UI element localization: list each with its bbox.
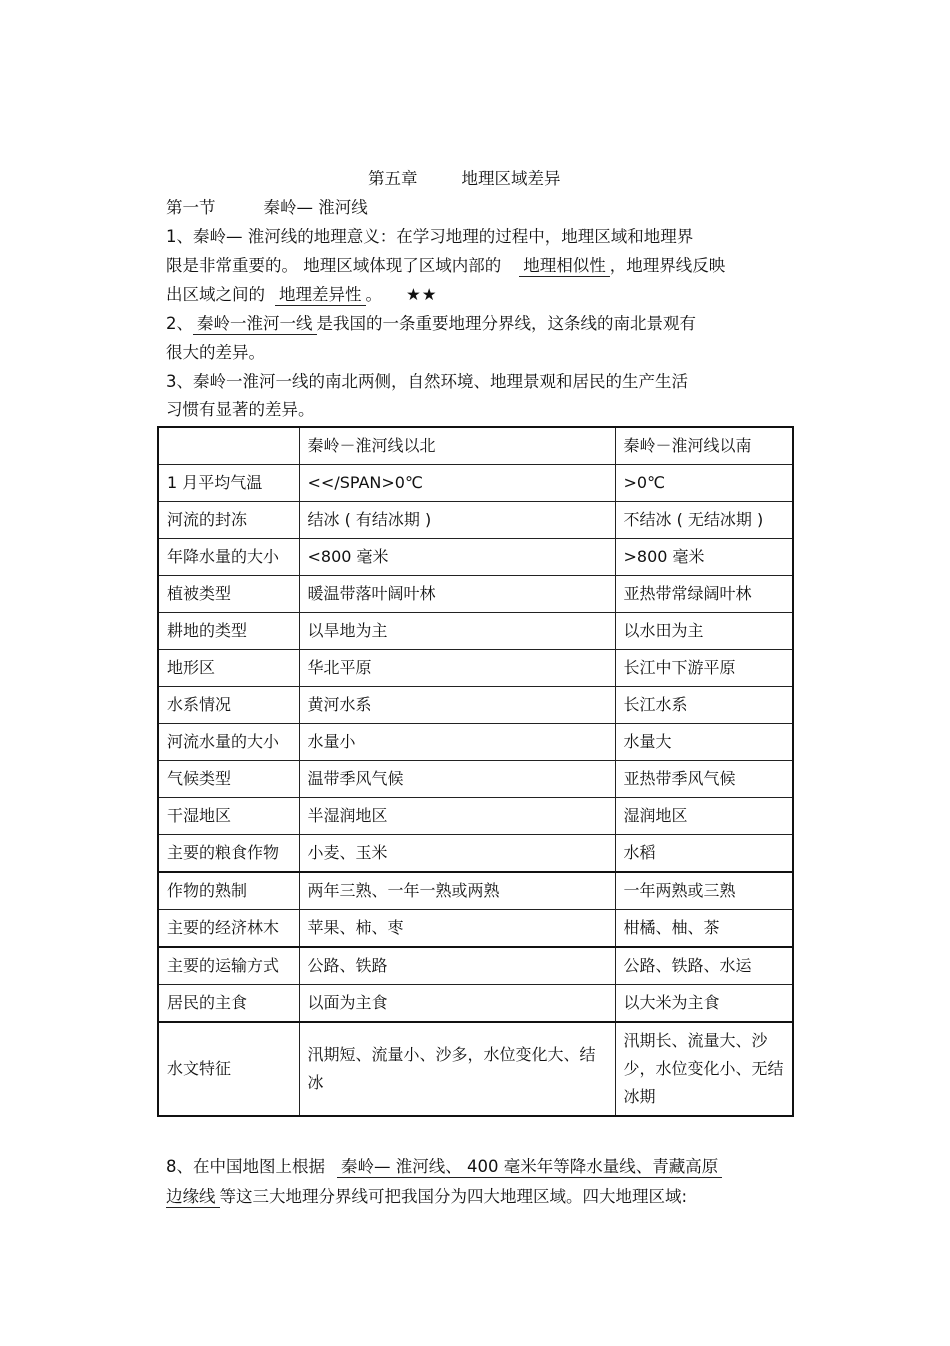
chapter-title: [368, 168, 561, 190]
south-cell: 长江中下游平原: [615, 650, 793, 687]
south-cell: 长江水系: [615, 687, 793, 724]
p2-line1: [166, 313, 696, 335]
south-cell: 不结冰 ( 无结冰期 ): [615, 502, 793, 539]
row-label: 年降水量的大小: [158, 539, 299, 576]
p1-line2-rest: ，地理界线反映: [609, 256, 726, 275]
table-row: [158, 1022, 793, 1116]
row-label: 河流的封冻: [158, 502, 299, 539]
row-label: 水文特征: [158, 1022, 299, 1116]
table-row: [158, 724, 793, 761]
section-title: [166, 197, 368, 219]
north-cell: 结冰 ( 有结冰期 ): [299, 502, 615, 539]
row-label: 1 月平均气温: [158, 465, 299, 502]
section-prefix: 第一节: [166, 198, 216, 217]
row-label: 主要的粮食作物: [158, 835, 299, 873]
table-row: [158, 985, 793, 1023]
row-label: 植被类型: [158, 576, 299, 613]
blank-answer-similarity: 地理相似性: [519, 256, 610, 277]
table-row: [158, 910, 793, 948]
south-cell: 水稻: [615, 835, 793, 873]
table-row: [158, 502, 793, 539]
table-row: [158, 576, 793, 613]
table-row: [158, 761, 793, 798]
p8-line2: [166, 1186, 687, 1208]
north-cell: 苹果、柿、枣: [299, 910, 615, 948]
chapter-prefix: 第五章: [368, 169, 418, 188]
row-label: 耕地的类型: [158, 613, 299, 650]
north-cell: 温带季风气候: [299, 761, 615, 798]
north-cell: <800 毫米: [299, 539, 615, 576]
p2-prefix: 2、: [166, 314, 193, 333]
p3-line1: 3、秦岭一淮河一线的南北两侧，自然环境、地理景观和居民的生产生活: [166, 372, 688, 391]
section-name: 秦岭— 淮河线: [263, 198, 368, 217]
south-cell: 一年两熟或三熟: [615, 872, 793, 910]
p3-line2: 习惯有显著的差异。: [166, 400, 315, 419]
p1-line3-rest: 。: [365, 285, 382, 304]
table-row: [158, 835, 793, 873]
table-row: [158, 613, 793, 650]
north-cell: 暖温带落叶阔叶林: [299, 576, 615, 613]
north-cell: 公路、铁路: [299, 947, 615, 985]
p8-line1: [166, 1156, 722, 1178]
p1-line1: 1、秦岭— 淮河线的地理意义：在学习地理的过程中，地理区域和地理界: [166, 227, 694, 246]
p1-line2: [166, 255, 725, 277]
p1-line3: [166, 284, 438, 306]
table-row: [158, 465, 793, 502]
blank-answer-difference: 地理差异性: [275, 285, 366, 306]
north-cell: 黄河水系: [299, 687, 615, 724]
south-cell: 以水田为主: [615, 613, 793, 650]
north-cell: 以面为主食: [299, 985, 615, 1023]
north-cell: 水量小: [299, 724, 615, 761]
south-cell: 亚热带常绿阔叶林: [615, 576, 793, 613]
row-label: 水系情况: [158, 687, 299, 724]
p2-rest: 是我国的一条重要地理分界线，这条线的南北景观有: [316, 314, 696, 333]
south-cell: 汛期长、流量大、沙少，水位变化小、无结冰期: [615, 1022, 793, 1116]
row-label: 河流水量的大小: [158, 724, 299, 761]
row-label: 干湿地区: [158, 798, 299, 835]
north-cell: 小麦、玉米: [299, 835, 615, 873]
table-row: [158, 947, 793, 985]
north-cell: 半湿润地区: [299, 798, 615, 835]
p1-line2-text: 限是非常重要的。 地理区域体现了区域内部的: [166, 256, 502, 275]
row-label: 主要的经济林木: [158, 910, 299, 948]
north-south-comparison-table: [157, 426, 794, 1117]
table-row: [158, 872, 793, 910]
table-header-cell: 秦岭－淮河线以南: [615, 427, 793, 465]
table-row: [158, 539, 793, 576]
row-label: 主要的运输方式: [158, 947, 299, 985]
south-cell: >800 毫米: [615, 539, 793, 576]
south-cell: 以大米为主食: [615, 985, 793, 1023]
south-cell: 柑橘、柚、茶: [615, 910, 793, 948]
south-cell: 亚热带季风气候: [615, 761, 793, 798]
south-cell: 公路、铁路、水运: [615, 947, 793, 985]
blank-answer-edge-line: 边缘线: [166, 1187, 220, 1208]
p2-line2: 很大的差异。: [166, 343, 265, 362]
p8-rest: 等这三大地理分界线可把我国分为四大地理区域。四大地理区域:: [219, 1187, 688, 1206]
table-header-cell: [158, 427, 299, 465]
south-cell: >0℃: [615, 465, 793, 502]
north-cell: 汛期短、流量小、沙多，水位变化大、结冰: [299, 1022, 615, 1116]
south-cell: 湿润地区: [615, 798, 793, 835]
north-cell: <</SPAN>0℃: [299, 465, 615, 502]
row-label: 作物的熟制: [158, 872, 299, 910]
row-label: 地形区: [158, 650, 299, 687]
south-cell: 水量大: [615, 724, 793, 761]
blank-answer-qinling: 秦岭一淮河一线: [193, 314, 317, 335]
table-row: [158, 798, 793, 835]
p8-text: 8、在中国地图上根据: [166, 1157, 325, 1176]
table-header-row: [158, 427, 793, 465]
p1-line3-text: 出区域之间的: [166, 285, 265, 304]
north-cell: 以旱地为主: [299, 613, 615, 650]
row-label: 居民的主食: [158, 985, 299, 1023]
blank-answer-boundaries: 秦岭— 淮河线、 400 毫米年等降水量线、青藏高原: [337, 1157, 722, 1178]
north-cell: 两年三熟、一年一熟或两熟: [299, 872, 615, 910]
north-cell: 华北平原: [299, 650, 615, 687]
table-header-cell: 秦岭－淮河线以北: [299, 427, 615, 465]
star-rating: ★★: [406, 285, 438, 304]
row-label: 气候类型: [158, 761, 299, 798]
table-row: [158, 650, 793, 687]
table-row: [158, 687, 793, 724]
chapter-name: 地理区域差异: [461, 169, 561, 188]
